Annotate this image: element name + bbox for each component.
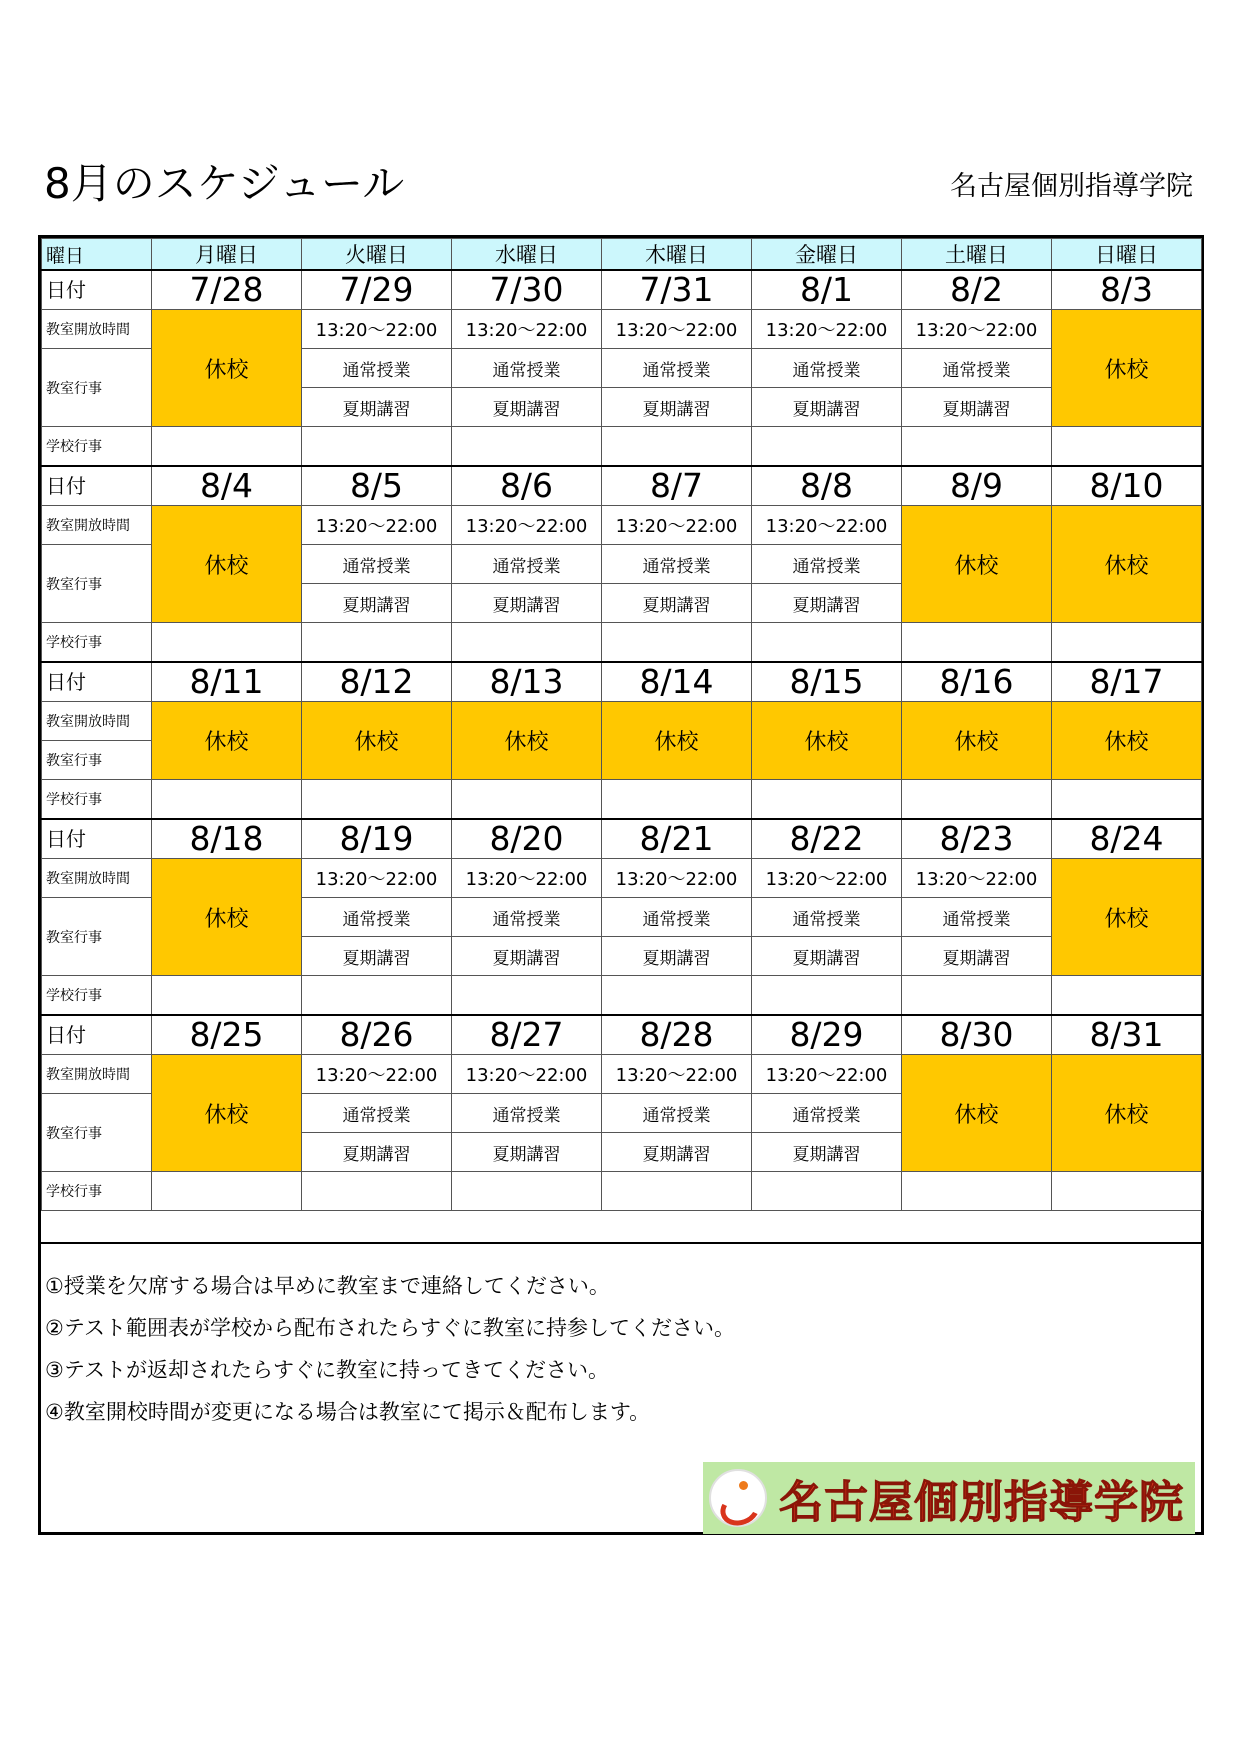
closed-cell: 休校 xyxy=(152,702,302,780)
date-cell: 8/2 xyxy=(902,270,1052,310)
school-events-cell xyxy=(1052,427,1202,467)
school-events-cell xyxy=(752,780,902,820)
weekday-label: 曜日 xyxy=(42,239,152,271)
weekday-mon: 月曜日 xyxy=(152,239,302,271)
weekday-wed: 水曜日 xyxy=(452,239,602,271)
school-events-cell xyxy=(152,780,302,820)
school-events-row xyxy=(42,623,1202,663)
weekday-sun: 日曜日 xyxy=(1052,239,1202,271)
open-hours-cell: 13:20～22:00 xyxy=(752,506,902,545)
open-hours-label: 教室開放時間 xyxy=(42,1055,152,1094)
schedule-table xyxy=(41,238,1202,1211)
date-cell: 7/29 xyxy=(302,270,452,310)
closed-cell: 休校 xyxy=(1052,310,1202,427)
regular-class-cell: 通常授業 xyxy=(452,349,602,388)
page-title: 8月のスケジュール xyxy=(44,159,405,208)
date-label: 日付 xyxy=(42,819,152,859)
summer-course-cell: 夏期講習 xyxy=(452,1133,602,1172)
school-events-cell xyxy=(302,427,452,467)
open-hours-cell: 13:20～22:00 xyxy=(602,859,752,898)
date-cell: 8/12 xyxy=(302,662,452,702)
weekday-thu: 木曜日 xyxy=(602,239,752,271)
date-row xyxy=(42,270,1202,310)
closed-cell: 休校 xyxy=(902,506,1052,623)
closed-cell: 休校 xyxy=(152,859,302,976)
school-events-row xyxy=(42,427,1202,467)
school-events-cell xyxy=(302,1172,452,1211)
date-row xyxy=(42,662,1202,702)
school-events-cell xyxy=(152,623,302,663)
class-events-label: 教室行事 xyxy=(42,545,152,623)
closed-cell: 休校 xyxy=(752,702,902,780)
closed-cell: 休校 xyxy=(1052,702,1202,780)
open-hours-cell: 13:20～22:00 xyxy=(302,859,452,898)
note-4: ④教室開校時間が変更になる場合は教室にて掲示＆配布します。 xyxy=(45,1400,651,1424)
date-cell: 8/13 xyxy=(452,662,602,702)
date-cell: 8/22 xyxy=(752,819,902,859)
closed-cell: 休校 xyxy=(1052,506,1202,623)
school-events-cell xyxy=(1052,780,1202,820)
class-events-label: 教室行事 xyxy=(42,1094,152,1172)
school-events-label: 学校行事 xyxy=(42,623,152,663)
summer-course-cell: 夏期講習 xyxy=(752,388,902,427)
school-events-cell xyxy=(1052,623,1202,663)
date-cell: 8/20 xyxy=(452,819,602,859)
summer-course-cell: 夏期講習 xyxy=(602,584,752,623)
school-events-row xyxy=(42,780,1202,820)
school-events-label: 学校行事 xyxy=(42,780,152,820)
open-hours-cell: 13:20～22:00 xyxy=(302,310,452,349)
date-cell: 8/28 xyxy=(602,1015,752,1055)
school-events-cell xyxy=(902,427,1052,467)
date-cell: 7/31 xyxy=(602,270,752,310)
school-events-cell xyxy=(752,623,902,663)
school-events-cell xyxy=(302,976,452,1016)
date-row xyxy=(42,819,1202,859)
closed-cell: 休校 xyxy=(602,702,752,780)
regular-class-cell: 通常授業 xyxy=(302,349,452,388)
school-events-label: 学校行事 xyxy=(42,427,152,467)
regular-class-cell: 通常授業 xyxy=(302,1094,452,1133)
summer-course-cell: 夏期講習 xyxy=(752,937,902,976)
school-events-cell xyxy=(602,427,752,467)
open-hours-row xyxy=(42,702,1202,741)
weekday-header-row xyxy=(42,239,1202,271)
note-1: ①授業を欠席する場合は早めに教室まで連絡してください。 xyxy=(45,1274,610,1298)
school-name: 名古屋個別指導学院 xyxy=(950,171,1193,202)
school-events-cell xyxy=(452,427,602,467)
summer-course-cell: 夏期講習 xyxy=(452,388,602,427)
date-cell: 8/5 xyxy=(302,466,452,506)
open-hours-cell: 13:20～22:00 xyxy=(302,506,452,545)
date-row xyxy=(42,1015,1202,1055)
date-cell: 8/19 xyxy=(302,819,452,859)
open-hours-label: 教室開放時間 xyxy=(42,310,152,349)
date-cell: 8/24 xyxy=(1052,819,1202,859)
school-events-cell xyxy=(152,1172,302,1211)
open-hours-label: 教室開放時間 xyxy=(42,506,152,545)
date-cell: 8/23 xyxy=(902,819,1052,859)
closed-cell: 休校 xyxy=(1052,1055,1202,1172)
date-label: 日付 xyxy=(42,662,152,702)
regular-class-cell: 通常授業 xyxy=(752,1094,902,1133)
regular-class-cell: 通常授業 xyxy=(452,898,602,937)
regular-class-cell: 通常授業 xyxy=(902,349,1052,388)
date-cell: 8/21 xyxy=(602,819,752,859)
date-cell: 8/10 xyxy=(1052,466,1202,506)
school-events-cell xyxy=(302,780,452,820)
open-hours-cell: 13:20～22:00 xyxy=(452,310,602,349)
date-row xyxy=(42,466,1202,506)
open-hours-cell: 13:20～22:00 xyxy=(902,859,1052,898)
open-hours-cell: 13:20～22:00 xyxy=(452,506,602,545)
regular-class-cell: 通常授業 xyxy=(602,545,752,584)
regular-class-cell: 通常授業 xyxy=(602,898,752,937)
logo-text: 名古屋個別指導学院 xyxy=(779,1477,1184,1528)
date-cell: 8/4 xyxy=(152,466,302,506)
date-cell: 8/17 xyxy=(1052,662,1202,702)
school-events-row xyxy=(42,1172,1202,1211)
schedule-box xyxy=(38,235,1204,1535)
open-hours-label: 教室開放時間 xyxy=(42,702,152,741)
date-label: 日付 xyxy=(42,270,152,310)
date-cell: 8/1 xyxy=(752,270,902,310)
school-events-cell xyxy=(1052,976,1202,1016)
school-events-cell xyxy=(152,976,302,1016)
school-events-cell xyxy=(1052,1172,1202,1211)
summer-course-cell: 夏期講習 xyxy=(752,584,902,623)
closed-cell: 休校 xyxy=(452,702,602,780)
open-hours-cell: 13:20～22:00 xyxy=(902,310,1052,349)
summer-course-cell: 夏期講習 xyxy=(602,388,752,427)
open-hours-row xyxy=(42,1055,1202,1094)
regular-class-cell: 通常授業 xyxy=(302,545,452,584)
closed-cell: 休校 xyxy=(152,1055,302,1172)
regular-class-cell: 通常授業 xyxy=(452,545,602,584)
date-cell: 8/16 xyxy=(902,662,1052,702)
closed-cell: 休校 xyxy=(152,506,302,623)
weekday-tue: 火曜日 xyxy=(302,239,452,271)
regular-class-cell: 通常授業 xyxy=(752,545,902,584)
date-cell: 7/28 xyxy=(152,270,302,310)
date-cell: 8/14 xyxy=(602,662,752,702)
regular-class-cell: 通常授業 xyxy=(602,349,752,388)
school-events-cell xyxy=(452,1172,602,1211)
date-cell: 8/27 xyxy=(452,1015,602,1055)
summer-course-cell: 夏期講習 xyxy=(302,584,452,623)
weekday-sat: 土曜日 xyxy=(902,239,1052,271)
regular-class-cell: 通常授業 xyxy=(902,898,1052,937)
school-events-row xyxy=(42,976,1202,1016)
summer-course-cell: 夏期講習 xyxy=(302,937,452,976)
date-cell: 8/8 xyxy=(752,466,902,506)
open-hours-cell: 13:20～22:00 xyxy=(602,506,752,545)
school-events-cell xyxy=(602,780,752,820)
date-cell: 8/3 xyxy=(1052,270,1202,310)
open-hours-cell: 13:20～22:00 xyxy=(752,859,902,898)
date-cell: 8/26 xyxy=(302,1015,452,1055)
school-events-cell xyxy=(602,1172,752,1211)
open-hours-cell: 13:20～22:00 xyxy=(452,859,602,898)
summer-course-cell: 夏期講習 xyxy=(752,1133,902,1172)
class-events-label: 教室行事 xyxy=(42,349,152,427)
regular-class-cell: 通常授業 xyxy=(452,1094,602,1133)
closed-cell: 休校 xyxy=(902,702,1052,780)
open-hours-row xyxy=(42,859,1202,898)
school-events-cell xyxy=(452,623,602,663)
date-cell: 8/29 xyxy=(752,1015,902,1055)
school-events-cell xyxy=(752,976,902,1016)
school-events-cell xyxy=(452,976,602,1016)
date-cell: 8/9 xyxy=(902,466,1052,506)
school-events-cell xyxy=(902,976,1052,1016)
summer-course-cell: 夏期講習 xyxy=(602,1133,752,1172)
regular-class-cell: 通常授業 xyxy=(752,898,902,937)
school-events-cell xyxy=(902,1172,1052,1211)
summer-course-cell: 夏期講習 xyxy=(602,937,752,976)
date-cell: 8/18 xyxy=(152,819,302,859)
closed-cell: 休校 xyxy=(902,1055,1052,1172)
regular-class-cell: 通常授業 xyxy=(602,1094,752,1133)
note-3: ③テストが返却されたらすぐに教室に持ってきてください。 xyxy=(45,1358,609,1382)
closed-cell: 休校 xyxy=(152,310,302,427)
date-cell: 8/30 xyxy=(902,1015,1052,1055)
school-logo xyxy=(703,1462,1195,1534)
date-label: 日付 xyxy=(42,1015,152,1055)
logo-mark-icon xyxy=(709,1469,767,1527)
summer-course-cell: 夏期講習 xyxy=(452,584,602,623)
open-hours-cell: 13:20～22:00 xyxy=(602,310,752,349)
open-hours-cell: 13:20～22:00 xyxy=(752,1055,902,1094)
date-label: 日付 xyxy=(42,466,152,506)
open-hours-cell: 13:20～22:00 xyxy=(452,1055,602,1094)
date-cell: 7/30 xyxy=(452,270,602,310)
open-hours-row xyxy=(42,310,1202,349)
note-2: ②テスト範囲表が学校から配布されたらすぐに教室に持参してください。 xyxy=(45,1316,735,1340)
weekday-fri: 金曜日 xyxy=(752,239,902,271)
school-events-cell xyxy=(902,623,1052,663)
date-cell: 8/25 xyxy=(152,1015,302,1055)
school-events-cell xyxy=(752,427,902,467)
closed-cell: 休校 xyxy=(1052,859,1202,976)
school-events-cell xyxy=(302,623,452,663)
summer-course-cell: 夏期講習 xyxy=(902,388,1052,427)
summer-course-cell: 夏期講習 xyxy=(452,937,602,976)
date-cell: 8/31 xyxy=(1052,1015,1202,1055)
summer-course-cell: 夏期講習 xyxy=(302,1133,452,1172)
summer-course-cell: 夏期講習 xyxy=(302,388,452,427)
class-events-label: 教室行事 xyxy=(42,741,152,780)
school-events-cell xyxy=(452,780,602,820)
date-cell: 8/15 xyxy=(752,662,902,702)
date-cell: 8/6 xyxy=(452,466,602,506)
open-hours-cell: 13:20～22:00 xyxy=(752,310,902,349)
school-events-cell xyxy=(752,1172,902,1211)
school-events-cell xyxy=(152,427,302,467)
school-events-cell xyxy=(602,623,752,663)
notes-section xyxy=(41,1242,1201,1534)
summer-course-cell: 夏期講習 xyxy=(902,937,1052,976)
date-cell: 8/11 xyxy=(152,662,302,702)
school-events-label: 学校行事 xyxy=(42,1172,152,1211)
class-events-label: 教室行事 xyxy=(42,898,152,976)
school-events-label: 学校行事 xyxy=(42,976,152,1016)
closed-cell: 休校 xyxy=(302,702,452,780)
date-cell: 8/7 xyxy=(602,466,752,506)
open-hours-cell: 13:20～22:00 xyxy=(302,1055,452,1094)
regular-class-cell: 通常授業 xyxy=(752,349,902,388)
regular-class-cell: 通常授業 xyxy=(302,898,452,937)
school-events-cell xyxy=(602,976,752,1016)
school-events-cell xyxy=(902,780,1052,820)
open-hours-row xyxy=(42,506,1202,545)
open-hours-cell: 13:20～22:00 xyxy=(602,1055,752,1094)
open-hours-label: 教室開放時間 xyxy=(42,859,152,898)
